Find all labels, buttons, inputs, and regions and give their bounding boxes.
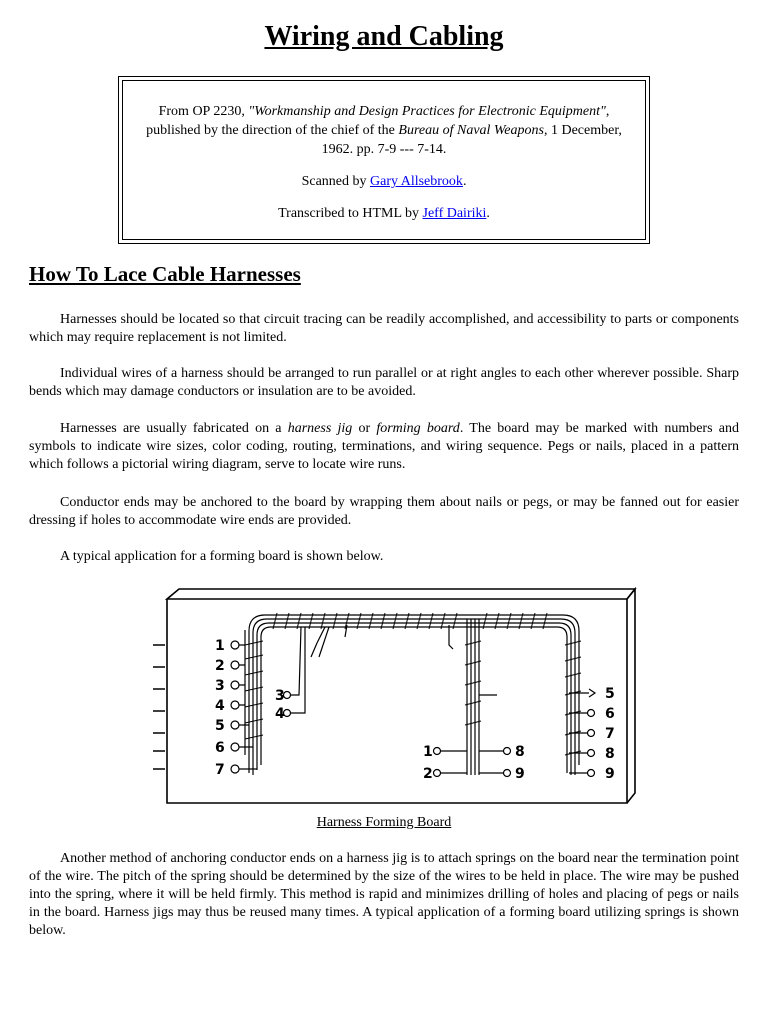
citation-prefix: From OP 2230, (158, 104, 249, 119)
source-box (118, 76, 650, 244)
harness-board-drawing (149, 585, 639, 810)
paragraph-2: Individual wires of a harness should be arranged to run parallel or at right angles to each other wherever possible. Sharp bends which may damage conductors or insulation are to be avoided. (29, 366, 739, 399)
transcribed-by-link[interactable]: Jeff Dairiki (422, 206, 487, 221)
right-label-7: 7 (605, 726, 615, 742)
left-label-4: 4 (215, 698, 225, 714)
transcribed-by-line (137, 204, 631, 223)
center-label-9: 9 (515, 766, 525, 782)
source-citation (137, 102, 631, 159)
paragraph-6: Another method of anchoring conductor ends on a harness jig is to attach springs on the board near the termination point of the wire. The pitch of the spring should be determined by the size of the wires to be held in place. The wire may be pushed into the spring, where it will be held firmly. This method is rapid and minimizes drilling of holes and placing of pegs or nails in the board. Harness jigs may thus be reused many times. A typical application of a forming board utilizing springs is shown below. (29, 851, 739, 938)
lacing-stitches (245, 613, 581, 755)
left-label-6: 6 (215, 740, 225, 756)
paragraph-4: Conductor ends may be anchored to the board by wrapping them about nails or pegs, or may be fanned out for easier dressing if holes to accommodate wire ends are provided. (29, 495, 739, 528)
page-title: Wiring and Cabling (264, 21, 504, 52)
paragraph-3 (29, 420, 739, 474)
citation-title: "Workmanship and Design Practices for Electronic Equipment" (248, 104, 606, 119)
mid-label-3: 3 (275, 688, 285, 704)
arrow-marker (589, 689, 595, 697)
left-label-5: 5 (215, 718, 225, 734)
p3-forming-board: forming board (376, 421, 460, 436)
p3-part-b: or (352, 421, 377, 436)
paragraph-5: A typical application for a forming board is shown below. (60, 549, 384, 564)
left-label-3: 3 (215, 678, 225, 694)
mid-label-4: 4 (275, 706, 285, 722)
center-label-8: 8 (515, 744, 525, 760)
scanned-by-link[interactable]: Gary Allsebrook (370, 174, 463, 189)
p3-part-c: . The board may be marked with numbers and symbols to indicate wire sizes, color coding, routing, terminations, and wiring sequence. Pegs or nails, placed in a pattern which follows a pictorial wiring diagram, serve to locate wire runs. (29, 421, 739, 472)
scanned-suffix: . (462, 174, 467, 189)
right-label-8: 8 (605, 746, 615, 762)
transcribed-prefix: Transcribed to HTML by (278, 206, 423, 221)
right-label-6: 6 (605, 706, 615, 722)
right-label-5: 5 (605, 686, 615, 702)
citation-bureau: Bureau of Naval Weapons (398, 123, 544, 138)
left-label-7: 7 (215, 762, 225, 778)
paragraph-1: Harnesses should be located so that circuit tracing can be readily accomplished, and accessibility to parts or components which may require replacement is not limited. (29, 312, 739, 345)
transcribed-suffix: . (486, 206, 490, 221)
left-label-2: 2 (215, 658, 225, 674)
section-heading: How To Lace Cable Harnesses (29, 262, 301, 286)
figure-caption[interactable]: Harness Forming Board (316, 815, 452, 830)
wire-number-labels (215, 638, 615, 782)
right-label-9: 9 (605, 766, 615, 782)
center-label-1: 1 (423, 744, 433, 760)
left-label-1: 1 (215, 638, 225, 654)
p3-harness-jig: harness jig (287, 421, 353, 436)
source-box-inner (122, 80, 646, 240)
scanned-prefix: Scanned by (301, 174, 370, 189)
scanned-by-line (137, 172, 631, 191)
p3-part-a: Harnesses are usually fabricated on a (60, 421, 288, 436)
center-label-2: 2 (423, 766, 433, 782)
citation-suffix: , 1 December, 1962. pp. 7-9 --- 7-14. (321, 123, 622, 157)
harness-forming-board-figure (149, 585, 639, 810)
left-side-pegs (153, 645, 165, 769)
branch-wires (237, 625, 589, 773)
terminal-rings (231, 641, 595, 777)
citation-mid: , published by the direction of the chief of the (146, 104, 610, 138)
